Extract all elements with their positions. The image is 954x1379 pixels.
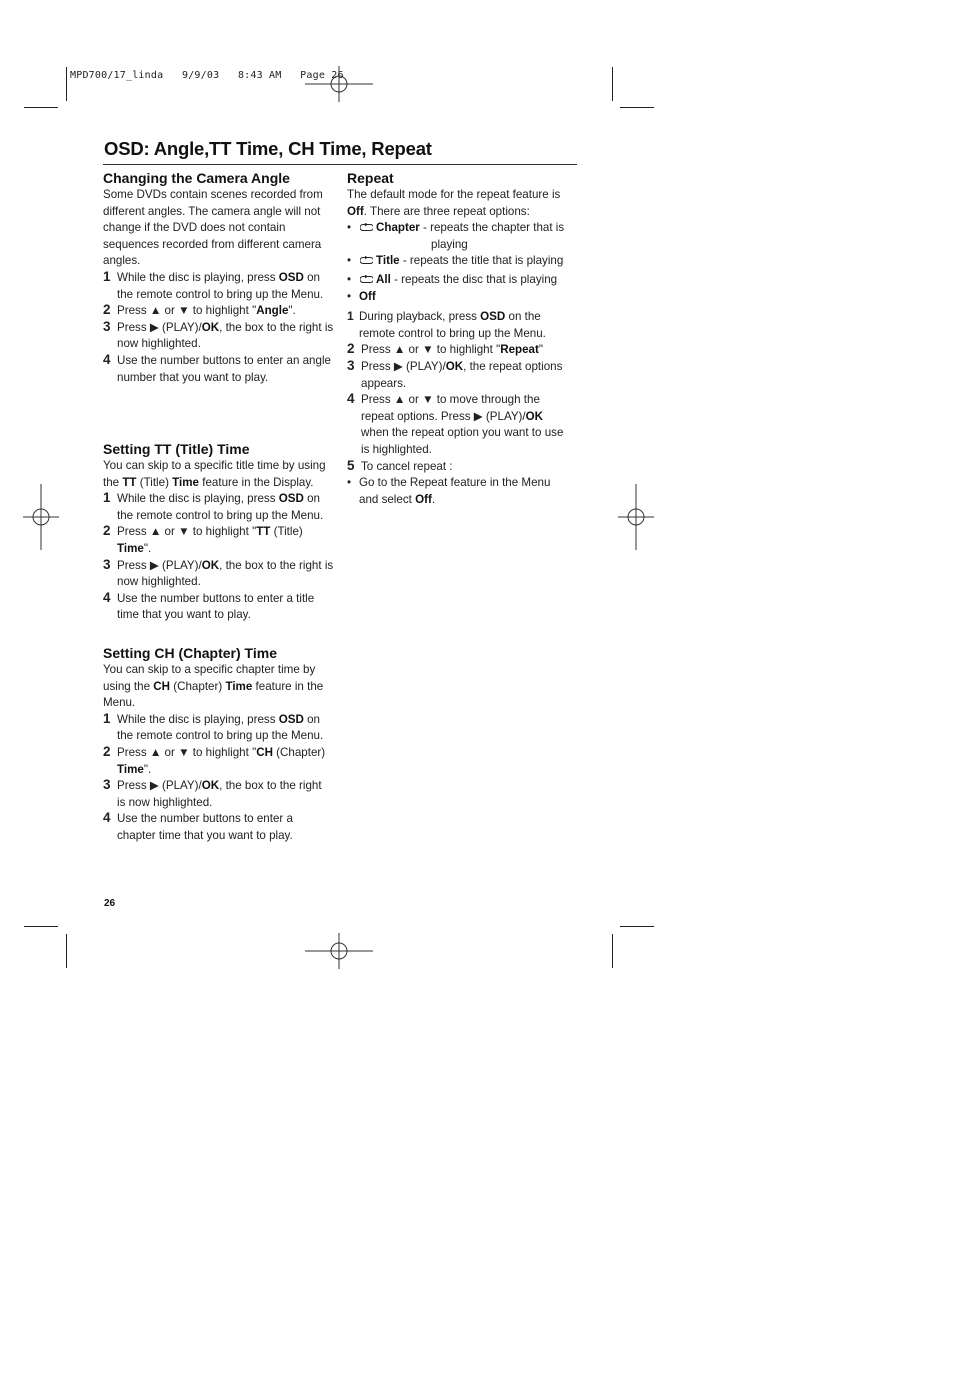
step-item: 2 Press ▲ or ▼ to highlight "Angle". xyxy=(103,302,296,318)
repeat-icon xyxy=(360,256,373,265)
section-intro: You can skip to a specific title time by using the TT (Title) Time feature in the Display. xyxy=(103,459,326,489)
step-item: 1 During playback, press OSD on the remote control to bring up the Menu. xyxy=(347,309,546,340)
step-item: 4 Press ▲ or ▼ to move through the repeat options. Press ▶ (PLAY)/OK when the repeat option you want to use is highlighted. xyxy=(347,391,564,456)
section-tt-time xyxy=(103,441,335,624)
crop-mark xyxy=(24,926,58,927)
crop-mark xyxy=(66,934,67,968)
crop-mark xyxy=(612,67,613,101)
section-ch-time xyxy=(103,645,328,845)
page-number: 26 xyxy=(104,898,116,909)
step-item: 3 Press ▶ (PLAY)/OK, the box to the right is now highlighted. xyxy=(103,556,334,589)
crop-mark xyxy=(612,934,613,968)
repeat-option-chapter: • Chapter - repeats the chapter that is xyxy=(347,221,565,235)
step-item: 2 Press ▲ or ▼ to highlight "Repeat" xyxy=(347,341,543,357)
section-camera-angle xyxy=(103,170,335,386)
repeat-option-title: • Title - repeats the title that is playing xyxy=(347,254,564,268)
section-intro: The default mode for the repeat feature is Off. There are three repeat options: xyxy=(347,188,561,218)
crop-mark xyxy=(24,107,58,108)
crop-mark xyxy=(620,926,654,927)
section-heading: Changing the Camera Angle xyxy=(103,170,290,186)
section-intro: You can skip to a specific chapter time by using the CH (Chapter) Time feature in the Menu. xyxy=(103,663,324,710)
crop-mark xyxy=(66,67,67,101)
registration-mark-icon xyxy=(23,484,59,550)
step-item: 2 Press ▲ or ▼ to highlight "CH (Chapter) Time". xyxy=(103,743,326,776)
step-item: 2 Press ▲ or ▼ to highlight "TT (Title) Time". xyxy=(103,523,303,555)
step-item: 3 Press ▶ (PLAY)/OK, the box to the right is now highlighted. xyxy=(103,318,334,351)
crop-mark xyxy=(620,107,654,108)
registration-mark-icon xyxy=(618,484,654,550)
step-item: 3 Press ▶ (PLAY)/OK, the repeat options appears. xyxy=(347,357,563,390)
page-title: OSD: Angle,TT Time, CH Time, Repeat xyxy=(104,138,432,159)
repeat-option-off: • Off xyxy=(347,289,376,303)
section-intro: Some DVDs contain scenes recorded from different angles. The camera angle will not change if the DVD does not contain sequences recorded from different camera angles. xyxy=(103,188,323,268)
step-item: 1 While the disc is playing, press OSD on the remote control to bring up the Menu. xyxy=(103,490,324,522)
step-item: 4 Use the number buttons to enter a title time that you want to play. xyxy=(103,589,315,622)
step-item: 4 Use the number buttons to enter an angle number that you want to play. xyxy=(103,351,331,384)
repeat-option-chapter-cont: playing xyxy=(431,237,468,251)
step-item: 3 Press ▶ (PLAY)/OK, the box to the right is now highlighted. xyxy=(103,777,322,809)
registration-mark-icon xyxy=(305,933,373,969)
print-slug: MPD700/17_linda 9/9/03 8:43 AM Page 26 xyxy=(70,70,344,81)
section-heading: Setting CH (Chapter) Time xyxy=(103,645,277,661)
section-heading: Repeat xyxy=(347,170,394,186)
title-rule xyxy=(103,164,577,165)
step-item: 4 Use the number buttons to enter a chapter time that you want to play. xyxy=(103,810,293,842)
step-item: 5 To cancel repeat : xyxy=(347,457,453,473)
section-repeat xyxy=(347,170,572,508)
repeat-icon xyxy=(360,223,373,232)
section-heading: Setting TT (Title) Time xyxy=(103,441,250,457)
repeat-icon xyxy=(360,275,373,284)
step-item: 1 While the disc is playing, press OSD on the remote control to bring up the Menu. xyxy=(103,710,324,743)
repeat-option-all: • All - repeats the disc that is playing xyxy=(347,272,558,286)
step-item: 1 While the disc is playing, press OSD on the remote control to bring up the Menu. xyxy=(103,268,324,301)
cancel-repeat-bullet: • Go to the Repeat feature in the Menu and select Off. xyxy=(347,476,551,506)
